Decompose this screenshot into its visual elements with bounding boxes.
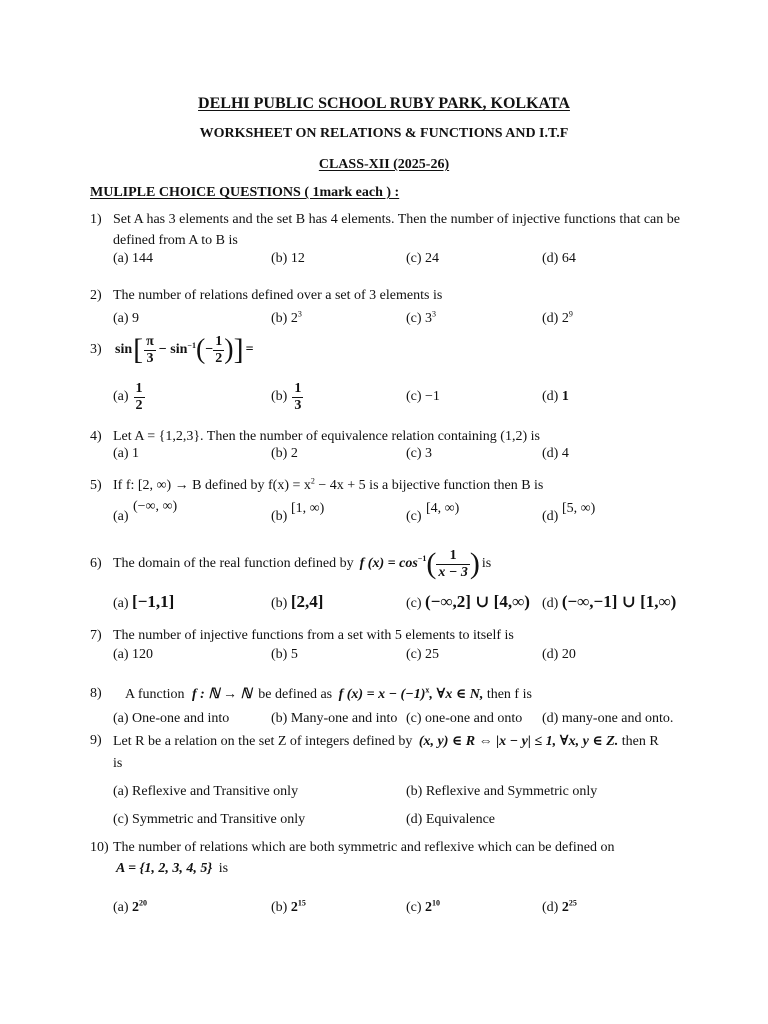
q10-option-a: (a) $2^{20}$ (113, 898, 148, 915)
q7-number: 7) (90, 628, 102, 643)
q1-option-c: (c) 24 (406, 251, 440, 266)
q5-option-d-label: (d) (542, 509, 559, 524)
q10-option-b: (b) $2^{15}$ (271, 898, 306, 915)
q4-option-c: (c) 3 (406, 446, 433, 461)
q8-option-d: (d) many-one and onto. (542, 711, 674, 726)
q2-text: The number of relations defined over a set of 3 elements is (113, 288, 443, 303)
q9-option-d: (d) Equivalence (406, 812, 496, 827)
q2-number: 2) (90, 288, 102, 303)
q1-text-line2: defined from A to B is (113, 233, 238, 248)
q1-option-d: (d) 64 (542, 251, 576, 266)
q4-option-b: (b) 2 (271, 446, 298, 461)
q7-option-b: (b) 5 (271, 647, 298, 662)
q8-option-c: (c) one-one and onto (406, 711, 523, 726)
worksheet-title: WORKSHEET ON RELATIONS & FUNCTIONS AND I.T.F (199, 126, 569, 141)
q8-option-b: (b) Many-one and into (271, 711, 398, 726)
q10-option-d: (d) $2^{25}$ (542, 898, 577, 915)
q6-text: The domain of the real function defined by f (x) = cos −1 ( $\frac{1}{x - 3}$ ) is (113, 547, 492, 580)
q5-option-b-label: (b) (271, 509, 288, 524)
q3-expression: sin [ $\frac{\pi}{3}$ − sin −1 ( − $\frac{1}{2}$ ) ] = (115, 333, 254, 366)
q4-number: 4) (90, 429, 102, 444)
q5-option-a-label: (a) (113, 509, 129, 524)
section-heading: MULIPLE CHOICE QUESTIONS ( 1mark each ) : (90, 185, 400, 200)
q9-text: Let R be a relation on the set Z of integers defined by (x, y) ∈ R ⇔ |x − y| ≤ 1, ∀x, y ∈ Z. then R (113, 734, 659, 749)
q1-option-a: (a) 144 (113, 251, 154, 266)
q6-option-d: (d) (−∞,−1] ∪ [1,∞) (542, 592, 677, 611)
q1-number: 1) (90, 212, 102, 227)
q10-option-c: (c) $2^{10}$ (406, 898, 441, 915)
q7-option-a: (a) 120 (113, 647, 154, 662)
q3-option-a: (a) $\frac{1}{2}$ (113, 380, 143, 413)
q10-text: The number of relations which are both symmetric and reflexive which can be defined on (113, 840, 615, 855)
q5-option-d-value: [5, ∞) (562, 501, 596, 516)
q1-text-line1: Set A has 3 elements and the set B has 4 elements. Then the number of injective functions that can be (113, 212, 680, 227)
q5-option-c-value: [4, ∞) (426, 501, 460, 516)
q7-option-d: (d) 20 (542, 647, 576, 662)
q2-option-a: (a) 9 (113, 311, 140, 326)
q4-option-d: (d) 4 (542, 446, 569, 461)
q5-text: If f: [2, ∞) → B defined by $f(x) = x^2 - 4x + 5$ is a bijective function then B is (113, 476, 544, 493)
q1-option-b: (b) 12 (271, 251, 305, 266)
q5-option-c-label: (c) (406, 509, 422, 524)
q6-option-a: (a) [−1,1] (113, 592, 175, 611)
q2-option-b: (b) $2^3$ (271, 309, 302, 326)
q8-text: A function f : ℕ → ℕ be defined as f $(x) = x - (-1)^x$, ∀x ∈ N, then f is (125, 685, 532, 702)
q8-option-a: (a) One-one and into (113, 711, 230, 726)
q5-option-b-value: [1, ∞) (291, 501, 325, 516)
q9-text-line2: is (113, 756, 123, 771)
q5-option-a-value: (−∞, ∞) (133, 499, 178, 514)
q2-option-c: (c) $3^3$ (406, 309, 437, 326)
class-title: CLASS-XII (2025-26) (318, 157, 450, 172)
q6-number: 6) (90, 556, 102, 571)
q6-option-c: (c) (−∞,2] ∪ [4,∞) (406, 592, 530, 611)
q3-number: 3) (90, 342, 102, 357)
q7-text: The number of injective functions from a set with 5 elements to itself is (113, 628, 514, 643)
school-title: DELHI PUBLIC SCHOOL RUBY PARK, KOLKATA (198, 95, 570, 112)
q3-option-b: (b) $\frac{1}{3}$ (271, 380, 302, 413)
q9-option-b: (b) Reflexive and Symmetric only (406, 784, 598, 799)
q3-option-d: (d) 1 (542, 389, 569, 404)
q10-set: A = {1, 2, 3, 4, 5} is (116, 861, 229, 876)
q4-text: Let A = {1,2,3}. Then the number of equivalence relation containing (1,2) is (113, 429, 540, 444)
q9-number: 9) (90, 733, 102, 748)
q3-option-c: (c) −1 (406, 389, 440, 404)
q4-option-a: (a) 1 (113, 446, 140, 461)
q10-number: 10) (90, 840, 109, 855)
q9-option-c: (c) Symmetric and Transitive only (113, 812, 306, 827)
q6-option-b: (b) [2,4] (271, 592, 324, 611)
q5-number: 5) (90, 478, 102, 493)
q7-option-c: (c) 25 (406, 647, 440, 662)
q8-number: 8) (90, 686, 102, 701)
q2-option-d: (d) $2^9$ (542, 309, 573, 326)
q9-option-a: (a) Reflexive and Transitive only (113, 784, 299, 799)
